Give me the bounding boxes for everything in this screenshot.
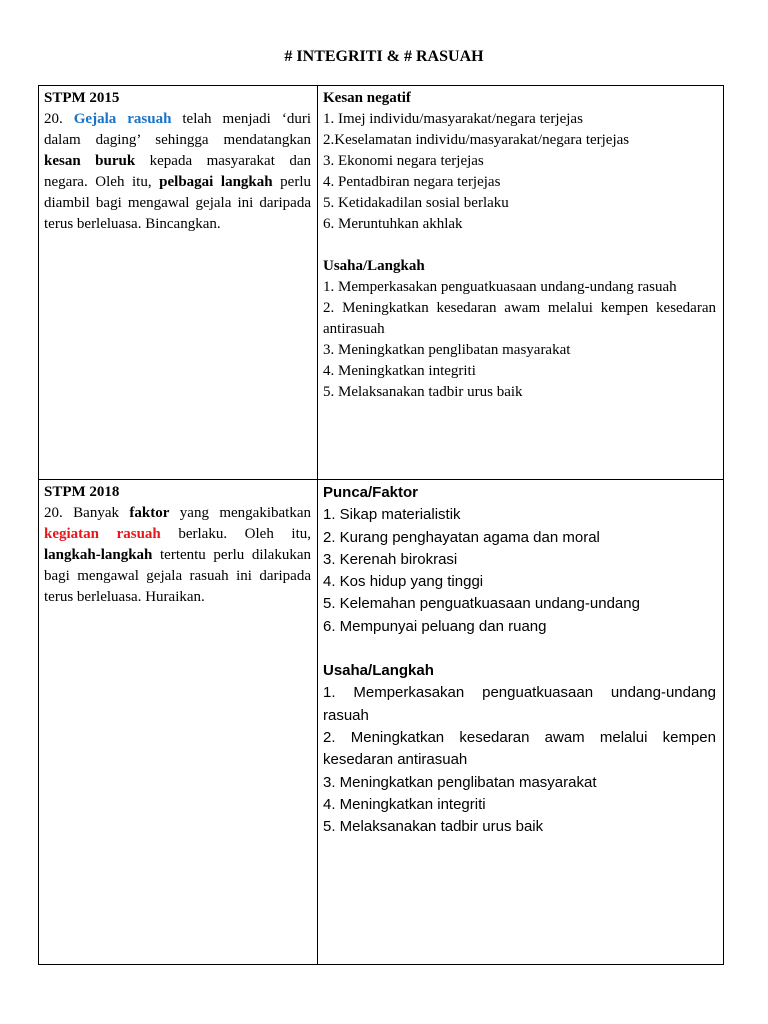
question-text: 20. Banyak faktor yang mengakibatkan kegiatan rasuah berlaku. Oleh itu, langkah-langkah tertentu perlu dilakukan bagi mengawal gejala rasuah ini daripada terus berleluasa. Huraikan. bbox=[44, 505, 311, 605]
row-divider bbox=[39, 479, 723, 480]
section-heading: Punca/Faktor bbox=[323, 484, 419, 501]
highlight-kegiatan-rasuah: kegiatan rasuah bbox=[44, 526, 161, 542]
section-heading: Usaha/Langkah bbox=[323, 258, 425, 274]
list-item: 5. Kelemahan penguatkuasaan undang-undang bbox=[323, 595, 640, 613]
list-item: 5. Ketidakadilan sosial berlaku bbox=[323, 195, 509, 211]
keyword-faktor: faktor bbox=[129, 505, 170, 521]
kesan-negatif-list bbox=[323, 109, 716, 235]
list-item: 4. Kos hidup yang tinggi bbox=[323, 573, 484, 591]
list-item: 5. Melaksanakan tadbir urus baik bbox=[323, 818, 544, 836]
list-item: 1. Sikap materialistik bbox=[323, 506, 461, 524]
list-item: 6. Mempunyai peluang dan ruang bbox=[323, 617, 547, 635]
list-item: 3. Ekonomi negara terjejas bbox=[323, 153, 484, 169]
question-cell-2018 bbox=[44, 482, 311, 608]
keyword-kesan-buruk: kesan buruk bbox=[44, 153, 136, 169]
keyword-langkah-langkah: langkah-langkah bbox=[44, 547, 153, 563]
list-item: 3. Meningkatkan penglibatan masyarakat bbox=[323, 342, 571, 358]
section-heading: Usaha/Langkah bbox=[323, 662, 434, 680]
column-divider bbox=[317, 86, 318, 964]
list-item: 6. Meruntuhkan akhlak bbox=[323, 216, 463, 232]
page-title: # INTEGRITI & # RASUAH bbox=[284, 48, 484, 65]
list-item: 2. Meningkatkan kesedaran awam melalui kempen kesedaran antirasuah bbox=[323, 728, 716, 769]
list-item: 3. Kerenah birokrasi bbox=[323, 550, 458, 568]
list-item: 1. Memperkasakan penguatkuasaan undang-undang rasuah bbox=[323, 684, 716, 724]
list-item: 2.Keselamatan individu/masyarakat/negara terjejas bbox=[323, 132, 630, 148]
highlight-gejala-rasuah: Gejala rasuah bbox=[73, 111, 172, 127]
punca-faktor-list bbox=[323, 504, 716, 638]
list-item: 5. Melaksanakan tadbir urus baik bbox=[323, 384, 523, 400]
usaha-langkah-list bbox=[323, 682, 716, 838]
content-table bbox=[38, 85, 724, 965]
question-heading: STPM 2018 bbox=[44, 484, 120, 500]
question-cell-2015 bbox=[44, 88, 311, 235]
answer-cell-2015 bbox=[323, 88, 716, 403]
list-item: 4. Pentadbiran negara terjejas bbox=[323, 174, 501, 190]
keyword-pelbagai-langkah: pelbagai langkah bbox=[159, 174, 273, 190]
list-item: 4. Meningkatkan integriti bbox=[323, 363, 476, 379]
list-item: 3. Meningkatkan penglibatan masyarakat bbox=[323, 773, 597, 791]
list-item: 4. Meningkatkan integriti bbox=[323, 795, 486, 813]
list-item: 1. Memperkasakan penguatkuasaan undang-undang rasuah bbox=[323, 279, 677, 295]
list-item: 1. Imej individu/masyarakat/negara terjejas bbox=[323, 111, 583, 127]
list-item: 2. Meningkatkan kesedaran awam melalui kempen kesedaran antirasuah bbox=[323, 300, 716, 337]
usaha-langkah-list bbox=[323, 277, 716, 403]
section-heading: Kesan negatif bbox=[323, 90, 411, 106]
question-text: 20. Gejala rasuah telah menjadi ‘duri dalam daging’ sehingga mendatangkan kesan buruk kepada masyarakat dan negara. Oleh itu, pelbagai langkah perlu diambil bagi mengawal gejala ini daripada terus berleluasa. Bincangkan. bbox=[44, 111, 311, 232]
question-heading: STPM 2015 bbox=[44, 90, 120, 106]
list-item: 2. Kurang penghayatan agama dan moral bbox=[323, 528, 600, 546]
answer-cell-2018 bbox=[323, 482, 716, 838]
